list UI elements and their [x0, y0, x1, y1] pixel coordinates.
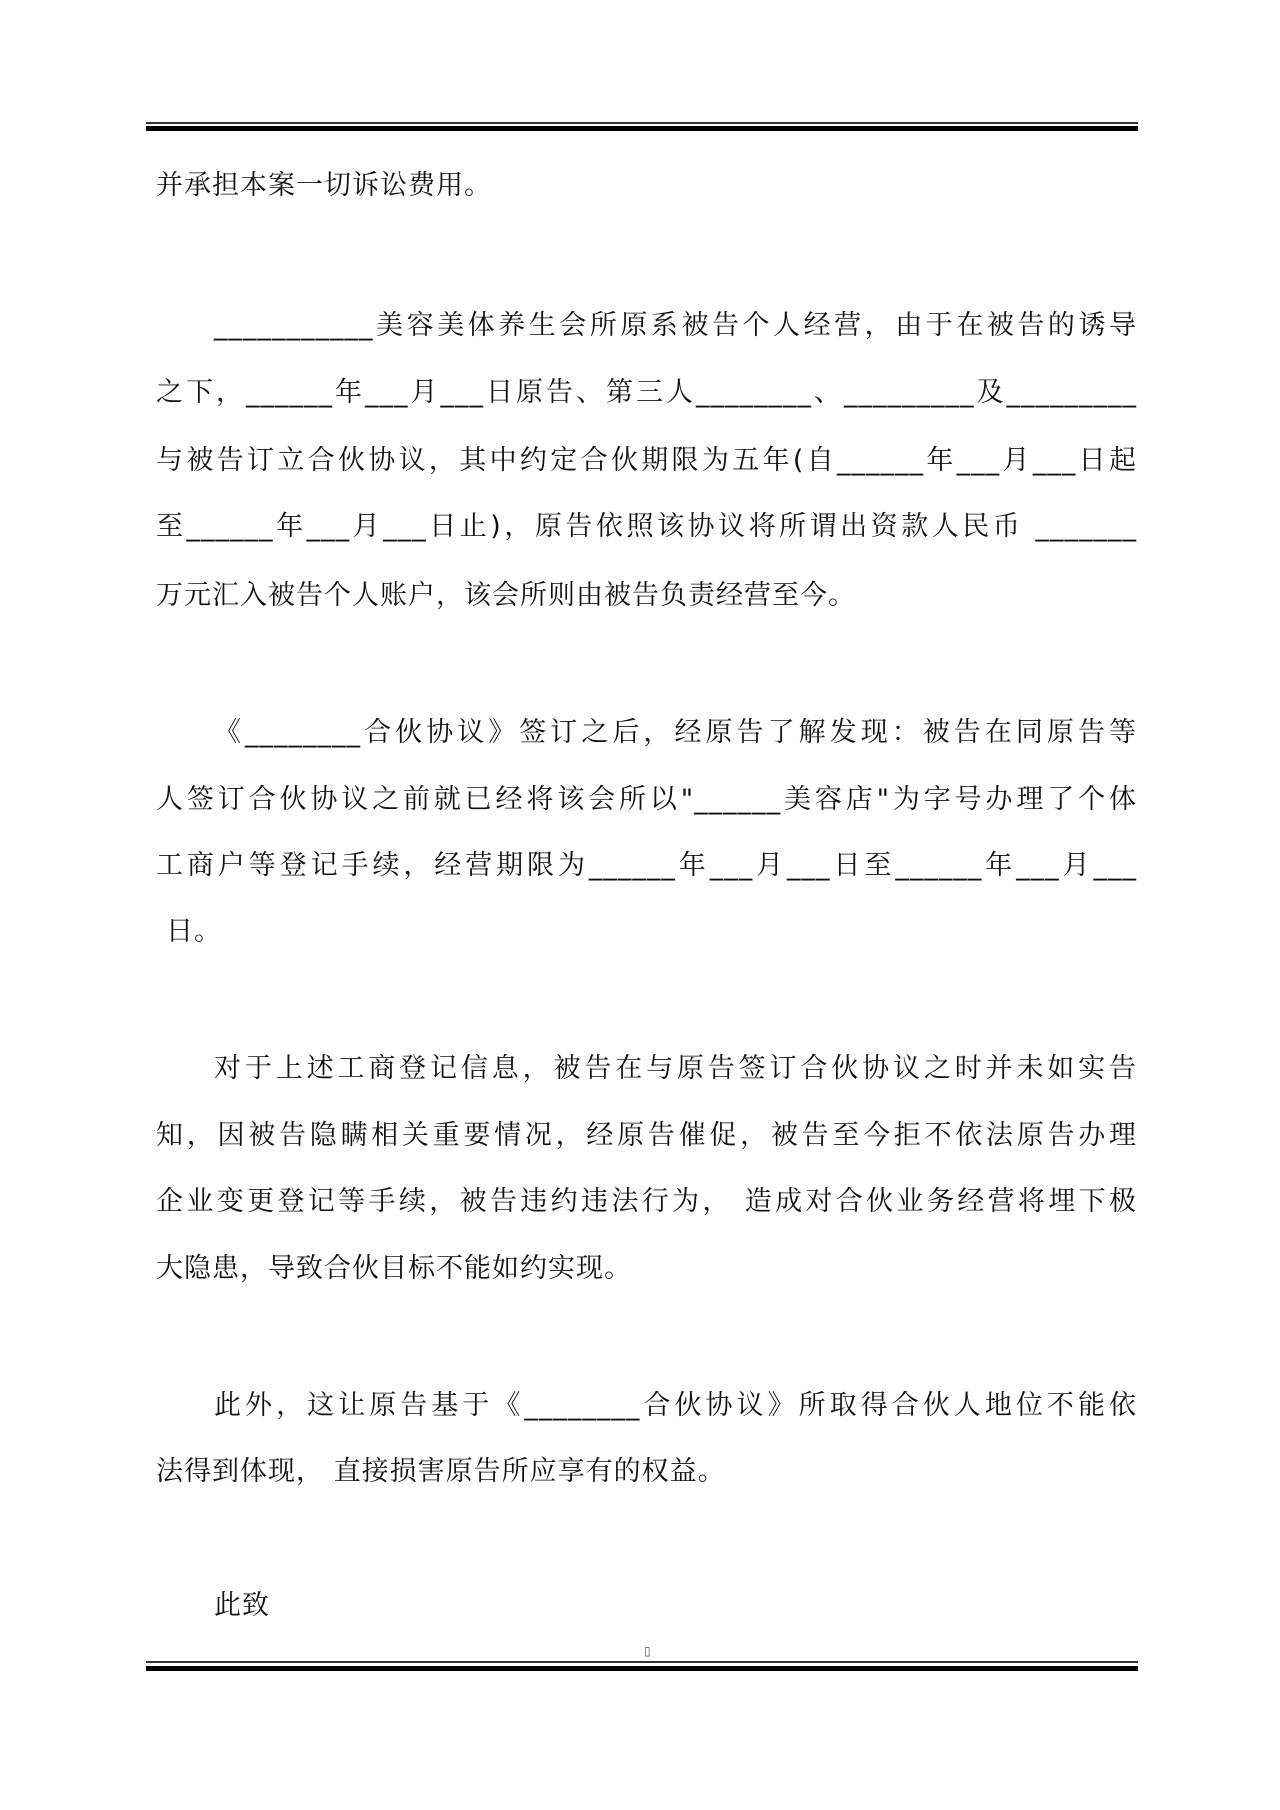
text-line: 并承担本案一切诉讼费用。	[156, 170, 492, 201]
text-line: ___________美容美体养生会所原系被告个人经营，由于在被告的诱导	[214, 310, 1137, 341]
text-line: 万元汇入被告个人账户，该会所则由被告负责经营至今。	[156, 580, 856, 611]
footer-rule-thin	[146, 1661, 1138, 1663]
text-line: 企业变更登记等手续，被告违约违法行为， 造成对合伙业务经营将埋下极	[156, 1186, 1137, 1217]
text-line: 知，因被告隐瞒相关重要情况，经原告催促，被告至今拒不依法原告办理	[156, 1120, 1137, 1151]
text-line: 对于上述工商登记信息，被告在与原告签订合伙协议之时并未如实告	[214, 1053, 1137, 1084]
footer-rule-thick	[146, 1666, 1138, 1671]
text-line: 之下，______年___月___日原告、第三人________、_________及_________	[156, 377, 1137, 408]
header-rule-thick	[146, 126, 1138, 131]
closing-salutation: 此致	[214, 1590, 270, 1621]
page-number: ▯	[644, 1644, 651, 1658]
text-line: 至______年___月___日止)，原告依照该协议将所谓出资款人民币 _______	[156, 511, 1137, 542]
text-line: 大隐患，导致合伙目标不能如约实现。	[156, 1253, 632, 1284]
text-line: 工商户等登记手续，经营期限为______年___月___日至______年___月___	[156, 850, 1137, 881]
text-line: 日。	[166, 916, 222, 947]
text-line: 与被告订立合伙协议，其中约定合伙期限为五年(自______年___月___日起	[156, 445, 1137, 476]
text-line: 法得到体现， 直接损害原告所应享有的权益。	[156, 1456, 726, 1487]
text-line: 《________合伙协议》签订之后，经原告了解发现：被告在同原告等	[214, 717, 1137, 748]
header-rule-thin	[146, 122, 1138, 124]
text-line: 人签订合伙协议之前就已经将该会所以"______美容店"为字号办理了个体	[156, 784, 1137, 815]
text-line: 此外，这让原告基于《________合伙协议》所取得合伙人地位不能依	[214, 1390, 1137, 1421]
